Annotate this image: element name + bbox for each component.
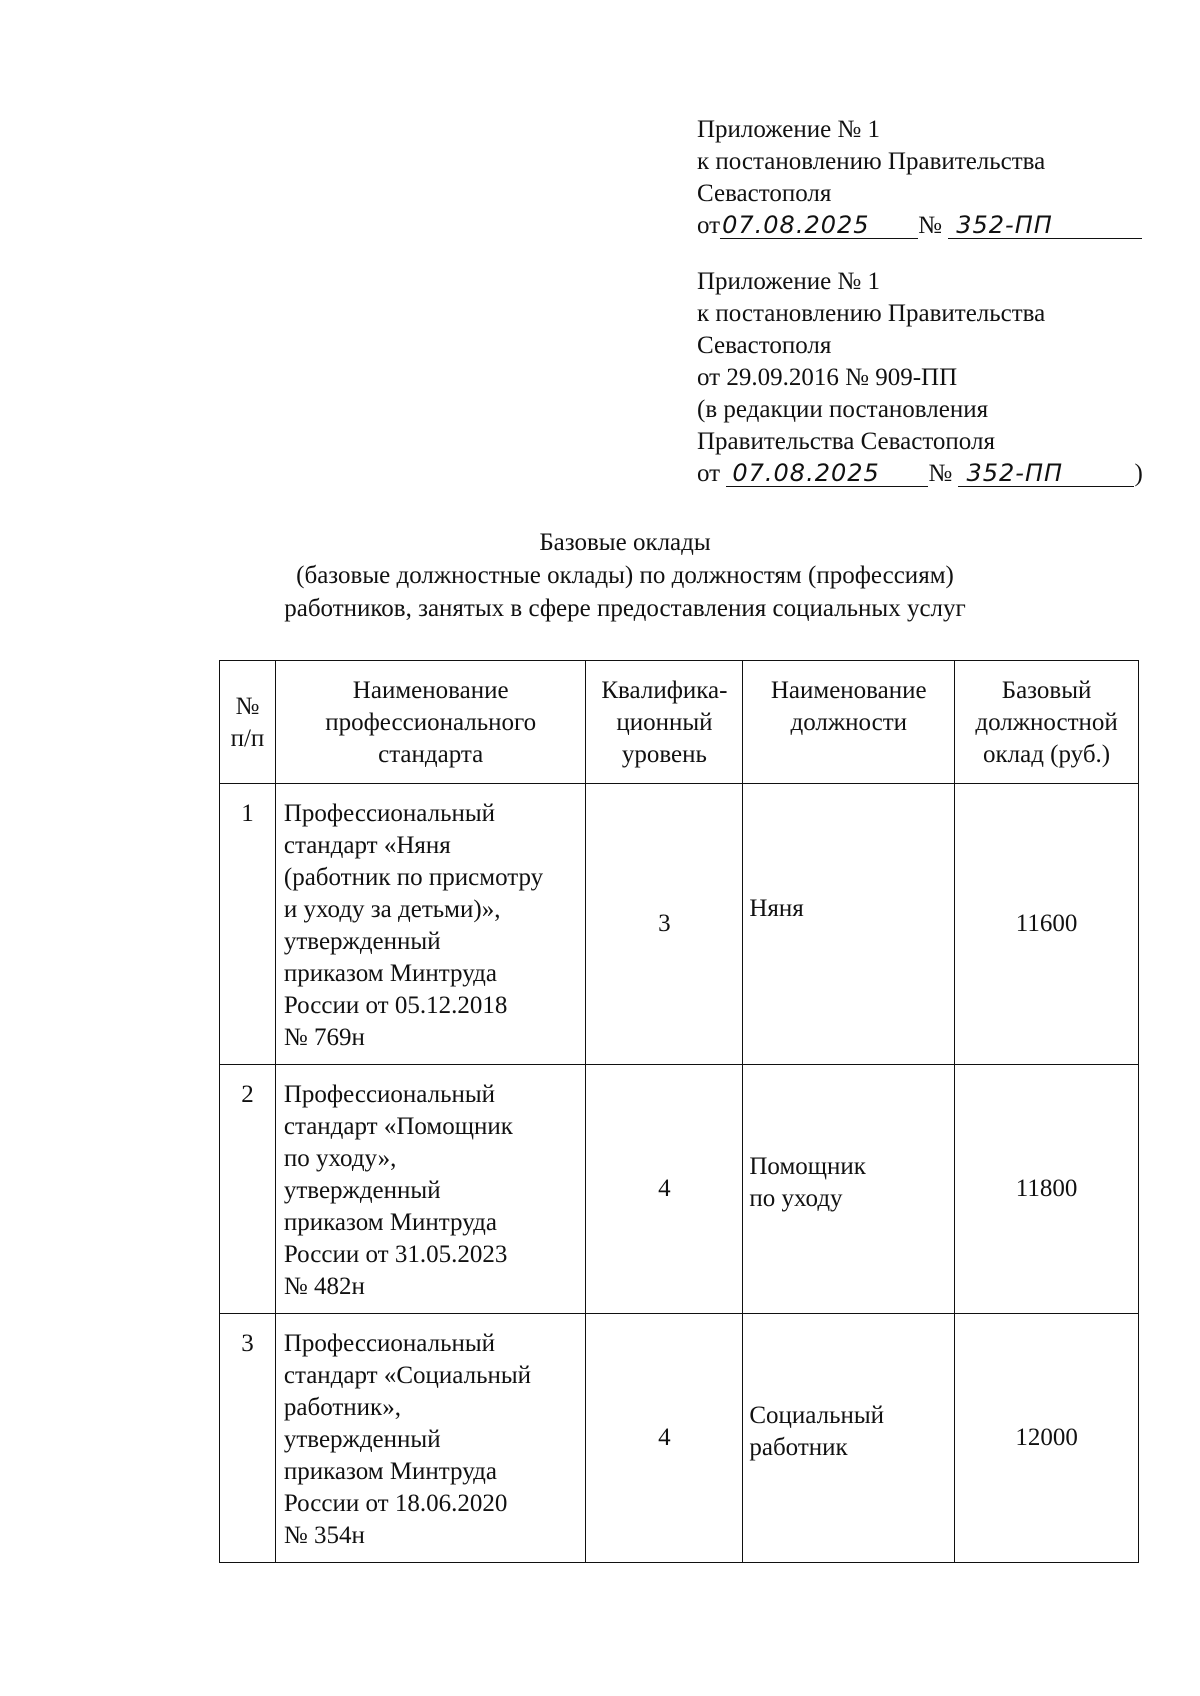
- appendix-title: Приложение № 1: [697, 116, 881, 143]
- appendix-header-original: [697, 266, 1177, 490]
- closing-paren: ): [1134, 460, 1143, 487]
- number-sign: №: [918, 212, 942, 239]
- appendix-date-line: [697, 458, 1177, 490]
- appendix-date-line: [697, 210, 1177, 242]
- from-prefix: от: [697, 212, 721, 239]
- cell-position: Помощник по уходу: [743, 1065, 955, 1314]
- handwritten-number: 352-ПП: [958, 460, 1134, 487]
- title-line: Базовые оклады: [539, 529, 711, 556]
- cell-num: 2: [220, 1065, 276, 1314]
- appendix-reference: к постановлению Правительства: [697, 148, 1046, 175]
- header-salary: Базовый должностной оклад (руб.): [955, 661, 1139, 784]
- title-line: работников, занятых в сфере предоставления социальных услуг: [284, 595, 966, 622]
- cell-level: 4: [586, 1065, 743, 1314]
- appendix-reference: к постановлению Правительства: [697, 300, 1046, 327]
- cell-num: 3: [220, 1314, 276, 1563]
- header-position: Наименование должности: [743, 661, 955, 784]
- appendix-title: Приложение № 1: [697, 268, 881, 295]
- cell-salary: 11600: [955, 784, 1139, 1065]
- appendix-original-decree: от 29.09.2016 № 909-ПП: [697, 364, 958, 391]
- appendix-city: Севастополя: [697, 180, 832, 207]
- header-standard: Наименование профессионального стандарта: [275, 661, 586, 784]
- number-sign: №: [928, 460, 953, 487]
- cell-position: Няня: [743, 784, 955, 1065]
- handwritten-date: 07.08.2025: [720, 212, 918, 239]
- cell-level: 4: [586, 1314, 743, 1563]
- cell-standard: Профессиональный стандарт «Няня (работник по присмотру и уходу за детьми)», утвержденный приказом Минтруда России от 05.12.2018 № 769н: [275, 784, 586, 1065]
- appendix-city: Севастополя: [697, 332, 832, 359]
- cell-position: Социальный работник: [743, 1314, 955, 1563]
- cell-num: 1: [220, 784, 276, 1065]
- appendix-header-new: [697, 114, 1177, 242]
- cell-level: 3: [586, 784, 743, 1065]
- cell-salary: 11800: [955, 1065, 1139, 1314]
- title-line: (базовые должностные оклады) по должностям (профессиям): [296, 562, 954, 589]
- salary-table: [219, 660, 1139, 1563]
- cell-salary: 12000: [955, 1314, 1139, 1563]
- from-prefix: от: [697, 460, 721, 487]
- table-row: [220, 1065, 1139, 1314]
- table-row: [220, 1314, 1139, 1563]
- table-header-row: [220, 661, 1139, 784]
- appendix-edition-note: (в редакции постановления: [697, 396, 989, 423]
- cell-standard: Профессиональный стандарт «Социальный работник», утвержденный приказом Минтруда России от 18.06.2020 № 354н: [275, 1314, 586, 1563]
- handwritten-number: 352-ПП: [948, 212, 1142, 239]
- header-level: Квалифика- ционный уровень: [586, 661, 743, 784]
- table-row: [220, 784, 1139, 1065]
- document-title: [200, 526, 1050, 625]
- cell-standard: Профессиональный стандарт «Помощник по уходу», утвержденный приказом Минтруда России от 31.05.2023 № 482н: [275, 1065, 586, 1314]
- appendix-edition-authority: Правительства Севастополя: [697, 428, 995, 455]
- header-num: № п/п: [220, 661, 276, 784]
- handwritten-date: 07.08.2025: [726, 460, 928, 487]
